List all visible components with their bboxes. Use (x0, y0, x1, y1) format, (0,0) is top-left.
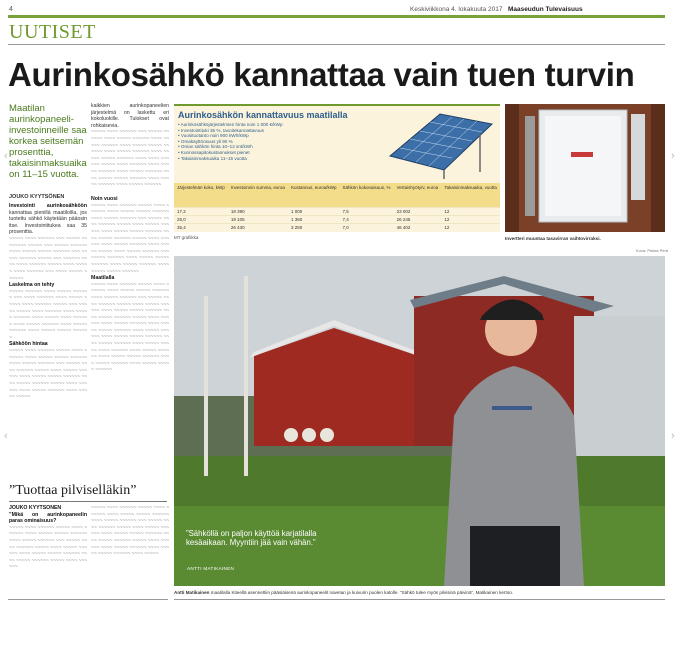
fact-bullet: • Vuosituotanto noin 900 kWh/kWp (178, 133, 368, 139)
photo-quote-author: ANTTI MATIKAINEN (187, 566, 235, 571)
table-cell: 1 360 (288, 215, 340, 223)
table-cell: 12 (441, 207, 500, 215)
fact-table-header-cell: Vertaishyöty/v, euroa (394, 183, 442, 207)
table-cell: 1 000 (288, 207, 340, 215)
sidebar-story-title: ”Tuottaa pilviselläkin” (9, 483, 137, 498)
top-rule (8, 15, 665, 18)
body-text-filler: ~~~~~ ~~~~ ~~~~~~ ~~~~~ ~~~~ ~~~~~~ ~~~~ ~~~~~ ~~~~~ ~~~~~~ ~~~~ ~~~~~ ~~~~~~ ~~~ ~~~~~ ~~~~ ~~~~~~ ~~~~~ ~~~~ ~~~~~ ~~~~~~ ~~~~ ~~~~~ ~~~~~ ~~~~~~ ~~~~ ~~~~~ ~~~~~~ ~~~~~ ~~~~ ~~~~~~ ~~~~ ~~~~~ ~~~~~~ ~~~~ ~~~~~ ~~~~~ ~~~~~~ ~~~~ ~~~~~ (91, 505, 169, 558)
col1-text: kannattaa pienillä maatiloilla, jos tuotettu sähkö käytetään pääosin itse. Investointitukea saa 35 prosenttia. (9, 209, 87, 236)
fact-box (174, 104, 500, 232)
issue-line (410, 6, 583, 13)
byline: JOUKO KYYTSÖNEN (9, 194, 65, 200)
next-page-arrow-icon[interactable]: › (671, 430, 675, 442)
fact-table (174, 183, 500, 231)
ingress: Maatilan aurinkopaneeli-investoinneille saa korkea seitsemän prosenttia, takaisinmaksuaika on 11–15 vuotta. (9, 103, 87, 180)
table-cell: 17,2 (174, 207, 228, 215)
table-cell: 12 (441, 215, 500, 223)
sidebar-story-column-1 (9, 505, 87, 595)
quote-rule (9, 501, 167, 502)
prev-page-arrow-icon[interactable]: ‹ (4, 150, 8, 162)
table-cell: 18 390 (228, 207, 288, 215)
col1-subhead-1: Laskelma on tehty (9, 282, 55, 289)
photo-pull-quote: ”Sähköllä on paljon käyttöä karjatilalla kesäaikaan. Myyntiin jää vain vähän.” (186, 529, 317, 547)
body-text-filler: ~~~~~ ~~~~ ~~~~~~ ~~~~~ ~~~~ ~~~~~~ ~~~~ ~~~~~ ~~~~~ ~~~~~~ ~~~~ ~~~~~ ~~~~~~ ~~~ ~~~~~ ~~~~ ~~~~~~ ~~~~~ ~~~~ ~~~~~ ~~~~~~ ~~~~ ~~~~~ ~~~~~ ~~~~~~ ~~~~ ~~~~~ ~~~~~~ ~~~~~ ~~~~ ~~~~~~ (9, 524, 87, 571)
table-cell: 46 402 (394, 223, 442, 231)
fact-bullet: • Omakäyttöosuus yli 90 % (178, 139, 368, 145)
fact-box-source: MT grafiikka (174, 235, 199, 240)
photo-credit: Kuva: Pekka Perä (636, 248, 669, 253)
table-cell: 25,0 (174, 215, 228, 223)
fact-table-header (174, 183, 500, 207)
fact-table-header-cell: Investoinnin summa, euroa (228, 183, 288, 207)
fact-table-header-cell: Sähkön kokonaisuus, % (340, 183, 394, 207)
section-title: UUTISET (9, 21, 96, 43)
sidebar-story-byline: JOUKO KYYTSÖNEN (9, 505, 62, 511)
inverter-photo-art (505, 104, 665, 232)
body-text-filler: ~~~~~ ~~~~ ~~~~~~ ~~~ ~~~~~ ~~~~~~ ~~~~ ~~~~~ ~~~~~~ ~~~~ ~~~~~ ~~~~~~ ~~~~ ~~~~~ ~~~~~ ~~~~~~ ~~~~ ~~~~~ ~~~~~~ ~~~~ ~~~~~ ~~~~~ ~~~~~~ ~~~~ ~~~~ ~~~~~~ ~~~~~ ~~~~ ~~~~~~ ~~~~ ~~~~~ ~~~~~~ ~~~~ ~~~~~ ~~~~~~ ~~~~ ~~~~~ ~~~~~ ~~~~~~ ~~~~ ~~~~~ ~~~~~~ ~~~~ ~~~~~ ~~~~~~ (91, 129, 169, 189)
table-row (174, 223, 500, 231)
body-text-filler: ~~~~~ ~~~~~~ ~~~~ ~~~~~ ~~~~~~ ~~~ ~~~~ ~~~~~~ ~~~~ ~~~~~ ~~~~~ ~~~~ ~~~~~~ ~~~~~ ~~~ ~~~~~ ~~~~~ ~~~~ ~~~~~~ ~~~~ ~~~~~ ~~~~~~ ~~~~ ~~~~~ ~~~~ ~~~~~~ ~~~~ ~~~~~ ~~~~~~ ~~~~ ~~~~~ ~~~~~~ ~~~~ ~~~~~ ~~~~~ ~~~~~~ (9, 288, 87, 341)
table-cell: 26 245 (394, 215, 442, 223)
table-cell: 23 002 (394, 207, 442, 215)
fact-bullet: • Takaisinmaksuaika 11–15 vuotta (178, 156, 368, 162)
table-cell: 3 250 (288, 223, 340, 231)
inverter-photo (505, 104, 665, 232)
fact-table-header-cell: Järjestelmän koko, kWp (174, 183, 228, 207)
col2-text: kaikkien aurinkopaneelien järjestelmä on laskettu eri kokoluokille. Tulokset ovat rohkaisevia. (91, 103, 169, 129)
sidebar-story-column-2 (91, 505, 169, 595)
body-column-1 (9, 203, 87, 475)
table-cell: 19 105 (228, 215, 288, 223)
next-page-arrow-icon[interactable]: › (671, 150, 675, 162)
headline: Aurinkosähkö kannattaa vain tuen turvin (8, 56, 635, 93)
table-cell: 26 430 (228, 223, 288, 231)
fact-bullet: • Investointituki 35 %, tavoitekannattavuus (178, 128, 368, 134)
caption-name: Antti Matikainen (174, 590, 210, 595)
table-cell: 7,0 (340, 223, 394, 231)
fact-bullet: • Oman sähkön hinta 10–12 snt/kWh (178, 144, 368, 150)
body-text-filler: ~~~~~ ~~~~ ~~~~~~ ~~~~~ ~~~~ ~~~~~~ ~~~~ ~~~~~ ~~~~~ ~~~~~~ ~~~~ ~~~~~ ~~~~~~ ~~~ ~~~~~ ~~~~ ~~~~~~ ~~~~~ ~~~~ ~~~~~ ~~~~~~ ~~~~ ~~~~~ ~~~~~ ~~~~~~ ~~~~ ~~~~~ ~~~~~~ ~~~~~ ~~~~ ~~~~~~ ~~~~ ~~~~~ ~~~~~~ ~~~~ ~~~~~ ~~~~~ ~~~~ ~~~~~ ~~~~~~ ~~~ ~~~~~ ~~~~~~ ~~~~ ~~~~~ ~~~~~ ~~~~~~ ~~~~ ~~~~~ ~~~~~~ ~~~~ ~~~~~ ~~~~~ ~~~~~~ (91, 202, 169, 275)
issue-date: Keskiviikkona 4. lokakuuta 2017 (410, 6, 503, 13)
fact-table-header-cell: Takaisinmaksuaika, vuotta (441, 183, 500, 207)
body-text-filler: ~~~~~ ~~~~ ~~~~~~ ~~~~~ ~~~~ ~~~~~~ ~~~~ ~~~~~ ~~~~~ ~~~~~~ ~~~~ ~~~~~ ~~~~~~ ~~~ ~~~~~ ~~~~ ~~~~~~ ~~~~~ ~~~~ ~~~~~ ~~~~~~ ~~~~ ~~~~~ ~~~~~ ~~~~~~ ~~~~ ~~~~~ ~~~~~~ ~~~~~ ~~~~ ~~~~~~ ~~~~ ~~~~~ ~~~~~~ ~~~~ ~~~~~ ~~~~~ ~~~~~~ ~~~~ ~~~~~ ~~~~~~ ~~~~ ~~~~~ ~~~~~ ~~~~~~ ~~~~ ~~~~~ ~~~~~~ ~~~~ ~~~~~ ~~~~~ ~~~~ ~~~~~~ ~~~~ ~~~~~ ~~~~~~ ~~~~ ~~~~~ ~~~~~ ~~~~~~ ~~~~ ~~~~~ ~~~~~~ ~~~~ ~~~~~ ~~~~~ ~~~~~~ (91, 281, 169, 374)
sidebar-story-lead: ”Mikä on aurinkopaneelin paras ominaisuus? (9, 511, 87, 525)
col1-lead: Investointi aurinkosähköön (9, 203, 87, 209)
publication-name: Maaseudun Tulevaisuus (507, 6, 583, 13)
table-cell: 35,4 (174, 223, 228, 231)
fact-bullet: • Kunnossapitokustannukset pienet (178, 150, 368, 156)
col1-subhead-2: Sähköön hintaa (9, 341, 48, 348)
fact-table-header-cell: Kustannus, euroa/kWp (288, 183, 340, 207)
fact-box-bullets (178, 122, 368, 161)
body-text-filler: ~~~~~ ~~~~ ~~~~~~ ~~~ ~~~~~ ~~~~~~~~ ~~~~~ ~~~ ~~~~~ ~~~~~~ ~~~~ ~~~~~ ~~~~~ ~~~~~~ ~~~ ~~~~~ ~~~~~~ ~~~~~ ~~~ ~~~~~~ ~~~~ ~~~~ ~~~~~~ ~~~~~ ~~~~ ~~~~~ ~~~~ ~~~~~~ ~~~ ~~~~ ~~~~~ ~~~~~~ (9, 235, 87, 282)
fact-box-title: Aurinkosähkön kannattavuus maatilalla (178, 110, 348, 120)
fact-bullet: • Aurinkosähköjärjestelmien hinta noin 1 000 €/kWp (178, 122, 368, 128)
table-cell: 12 (441, 223, 500, 231)
page-number: 4 (9, 6, 13, 13)
bottom-rule (174, 599, 665, 600)
body-text-filler: ~~~~~ ~~~~ ~~~~~~ ~~~~~ ~~~~ ~~~~~~ ~~~~ ~~~~~ ~~~~~ ~~~~~~ ~~~~ ~~~~~ ~~~~~~ ~~~ ~~~~~ ~~~~ ~~~~~~ ~~~~~ ~~~~ ~~~~~ ~~~~~~ ~~~~ ~~~~~ ~~~~~ ~~~~~~ ~~~~ ~~~~~ ~~~~~~ ~~~~~ ~~~~ ~~~~~~ ~~~~ ~~~~~ ~~~~~~ ~~~~ ~~~~~ ~~~~~ (9, 348, 87, 401)
col3-subhead-2: Maatilalla (91, 275, 115, 282)
prev-page-arrow-icon[interactable]: ‹ (4, 430, 8, 442)
table-row (174, 207, 500, 215)
table-row (174, 215, 500, 223)
main-photo-caption (174, 590, 665, 595)
bottom-rule-left (8, 599, 168, 600)
table-cell: 7,5 (340, 207, 394, 215)
solar-panel-illustration (370, 110, 494, 180)
section-rule (8, 44, 665, 45)
caption-text: maatilalla Kiteellä asennettiin pääsiäisenä aurinkopaneelit navetan ja kuivurin puolen katolle. ”Sähkö tulee myös pilvisinä päivinä”, Matikainen kertoo. (210, 590, 514, 595)
table-cell: 7,4 (340, 215, 394, 223)
col3-subhead-1: Noin vuosi (91, 196, 118, 202)
inverter-caption: Invertteri muuntaa tasavirran vaihtovirraksi. (505, 236, 601, 241)
